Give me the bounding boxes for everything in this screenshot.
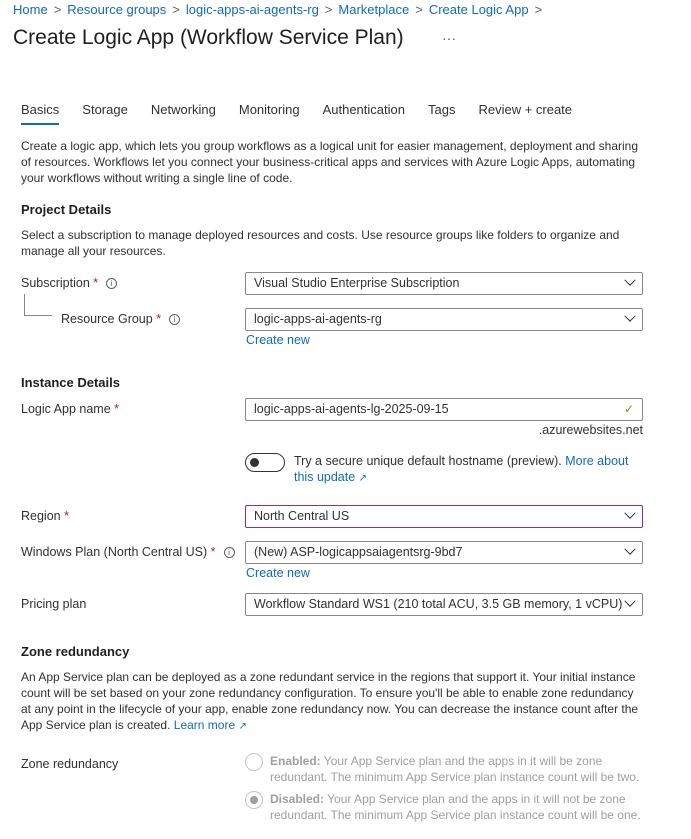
resource-group-row [21, 308, 643, 347]
tab-monitoring[interactable]: Monitoring [238, 102, 300, 117]
more-about-update-link-cont[interactable]: update [316, 470, 356, 484]
basics-form [21, 138, 643, 823]
chevron-right-icon: > [415, 2, 423, 17]
tab-basics[interactable]: Basics [21, 102, 59, 125]
region-row [21, 505, 643, 528]
toggle-knob [250, 458, 259, 467]
more-options-button[interactable]: ··· [442, 30, 456, 46]
zone-disabled-text [270, 791, 643, 823]
chevron-down-icon [624, 596, 635, 607]
subscription-label [21, 272, 245, 295]
tab-networking[interactable]: Networking [150, 102, 216, 117]
zone-enabled-text [270, 753, 643, 785]
create-new-plan-link[interactable]: Create new [246, 566, 310, 580]
breadcrumb-marketplace[interactable]: Marketplace [338, 2, 410, 17]
external-link-icon: ↗ [238, 721, 247, 732]
zone-redundancy-heading: Zone redundancy [21, 644, 130, 659]
checkmark-icon: ✓ [623, 402, 634, 416]
resource-group-label [21, 308, 245, 347]
chevron-right-icon: > [172, 2, 180, 17]
required-marker: * [114, 402, 120, 416]
toggle-label: Try a secure unique default hostname (preview). [294, 454, 562, 468]
chevron-down-icon [624, 508, 635, 519]
breadcrumb-resource-groups[interactable]: Resource groups [67, 2, 167, 17]
tab-bar [21, 102, 595, 125]
tab-authentication[interactable]: Authentication [322, 102, 405, 117]
required-marker: * [93, 276, 99, 290]
info-icon[interactable]: i [169, 314, 180, 325]
pricing-plan-row [21, 593, 643, 616]
pricing-plan-dropdown[interactable] [245, 593, 643, 616]
resource-group-dropdown[interactable] [245, 308, 643, 331]
zone-redundancy-row [21, 753, 643, 823]
breadcrumb-create-logic-app[interactable]: Create Logic App [428, 2, 529, 17]
required-marker: * [64, 509, 69, 523]
windows-plan-value: (New) ASP-logicappsaiagentsrg-9bd7 [254, 545, 463, 559]
domain-suffix: .azurewebsites.net [538, 423, 643, 437]
chevron-down-icon [624, 311, 635, 322]
tab-storage[interactable]: Storage [82, 102, 128, 117]
required-marker: * [156, 312, 162, 326]
label-text: Windows Plan (North Central US) [21, 545, 208, 559]
logic-app-name-label [21, 398, 245, 437]
logic-app-name-input[interactable] [245, 398, 643, 421]
info-icon[interactable]: i [106, 278, 117, 289]
learn-more-link[interactable]: Learn more [173, 718, 236, 732]
project-details-heading: Project Details [21, 202, 112, 217]
subscription-dropdown[interactable] [245, 272, 643, 295]
project-details-desc: Select a subscription to manage deployed resources and costs. Use resource groups like folders to organize and manage all your resources. [21, 228, 620, 258]
secure-hostname-row [21, 453, 643, 487]
radio-selected-dot [250, 796, 258, 804]
windows-plan-row [21, 541, 643, 580]
option-title: Enabled: [270, 754, 321, 768]
zone-desc-text: An App Service plan can be deployed as a zone redundant service in the regions that support it. Your initial instance count will be set based on your zone redundancy configuration. To ensure you'll be able to enable zone redundancy at any point in the lifecycle of your app, enable zone redundancy now. You can decrease the instance count after the App Service plan is created. [21, 670, 639, 732]
tab-tags[interactable]: Tags [427, 102, 456, 117]
create-new-resource-group-link[interactable]: Create new [246, 333, 310, 347]
tree-connector [24, 294, 52, 316]
more-about-update-link[interactable]: More about this [294, 454, 629, 484]
required-marker: * [210, 545, 216, 559]
zone-enabled-radio[interactable] [245, 753, 263, 771]
logic-app-name-value: logic-apps-ai-agents-lg-2025-09-15 [254, 402, 449, 416]
breadcrumb-home[interactable]: Home [13, 2, 48, 17]
info-icon[interactable]: i [224, 547, 235, 558]
label-text: Subscription [21, 276, 90, 290]
pricing-plan-value: Workflow Standard WS1 (210 total ACU, 3.5 GB memory, 1 vCPU) [254, 597, 623, 611]
breadcrumb [13, 2, 548, 17]
resource-group-value: logic-apps-ai-agents-rg [254, 312, 382, 326]
chevron-right-icon: > [324, 2, 333, 17]
zone-enabled-option [245, 753, 643, 785]
breadcrumb-resource-group[interactable]: logic-apps-ai-agents-rg [185, 2, 319, 17]
chevron-right-icon: > [53, 2, 62, 17]
page-title: Create Logic App (Workflow Service Plan) [13, 26, 404, 49]
empty-label [21, 453, 245, 487]
tab-review-create[interactable]: Review + create [478, 102, 573, 117]
zone-disabled-option [245, 791, 643, 823]
option-title: Disabled: [270, 792, 325, 806]
subscription-row [21, 272, 643, 295]
option-desc: Your App Service plan and the apps in it will not be zone redundant. The minimum App Service plan instance count will be one. [270, 792, 641, 822]
chevron-down-icon [624, 544, 635, 555]
label-text: Region [21, 509, 61, 523]
intro-text: Create a logic app, which lets you group workflows as a logical unit for easier management, deployment and sharing of resources. Workflows let you connect your business-critical apps and services with Azure Logic Apps, automating your workflows without writing a single line of code. [21, 139, 639, 185]
chevron-right-icon: > [534, 2, 543, 17]
label-text: Logic App name [21, 402, 111, 416]
region-dropdown[interactable] [245, 505, 643, 528]
zone-redundancy-label: Zone redundancy [21, 757, 119, 771]
region-label [21, 505, 245, 528]
zone-redundancy-desc [21, 669, 643, 735]
subscription-value: Visual Studio Enterprise Subscription [254, 276, 460, 290]
secure-hostname-toggle[interactable] [245, 453, 285, 472]
pricing-plan-label: Pricing plan [21, 597, 87, 611]
external-link-icon: ↗ [358, 473, 368, 484]
region-value: North Central US [254, 509, 350, 523]
zone-disabled-radio[interactable] [245, 791, 263, 809]
label-text: Resource Group [61, 312, 153, 326]
instance-details-heading: Instance Details [21, 375, 120, 390]
secure-hostname-text [294, 453, 643, 487]
windows-plan-label [21, 541, 245, 580]
chevron-down-icon [624, 275, 635, 286]
logic-app-name-row [21, 398, 643, 437]
windows-plan-dropdown[interactable] [245, 541, 643, 564]
option-desc: Your App Service plan and the apps in it will be zone redundant. The minimum App Service plan instance count will be two. [270, 754, 640, 784]
